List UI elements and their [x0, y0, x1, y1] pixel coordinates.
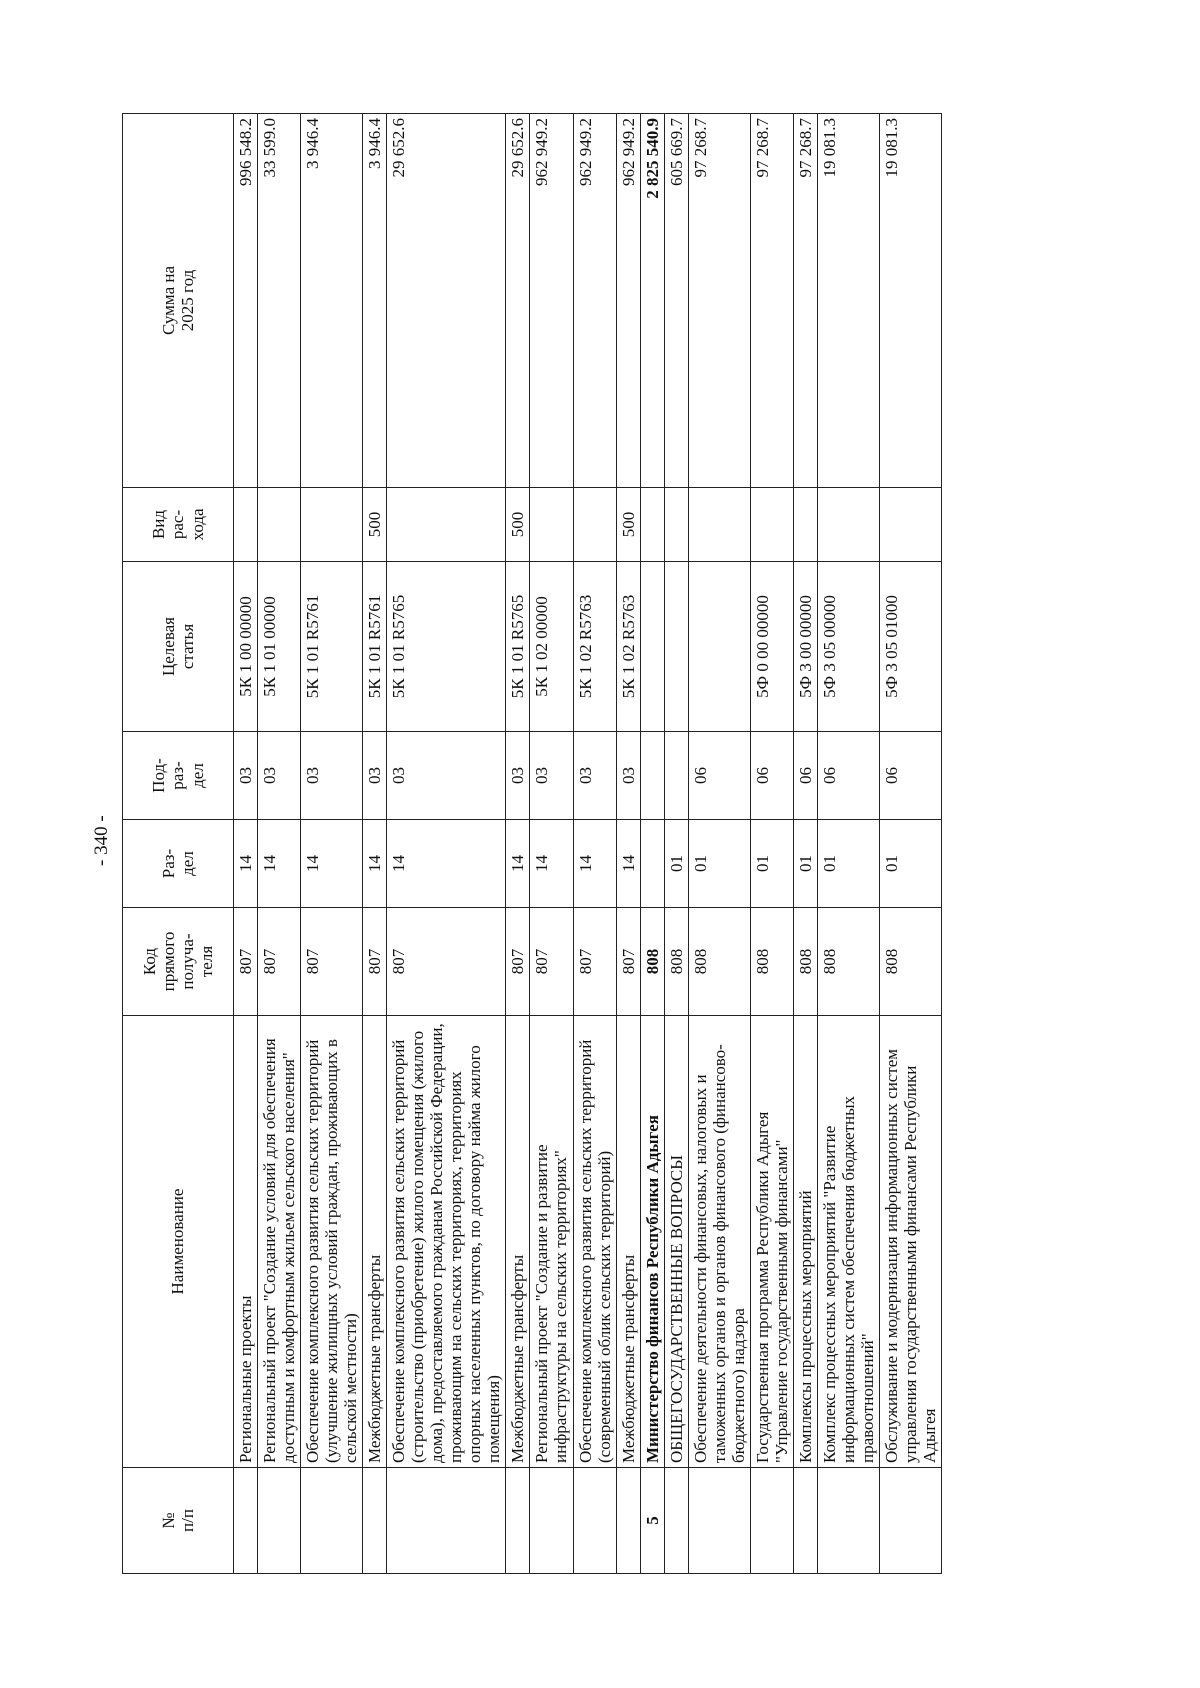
cell-section: 01 [688, 820, 750, 908]
cell-target: 5К 1 02 00000 [530, 562, 573, 732]
cell-target: 5К 1 01 R5765 [506, 562, 530, 732]
cell-no [301, 1468, 363, 1574]
cell-name: Обеспечение деятельности финансовых, налоговых и таможенных органов и органов финансового (финансово-бюджетного) надзора [688, 1016, 750, 1468]
cell-name: Комплексы процессных мероприятий [793, 1016, 817, 1468]
table-row [573, 114, 616, 1574]
cell-no [616, 1468, 640, 1574]
cell-name: Региональный проект "Создание условий для обеспечения доступным и комфортным жильем сельского населения" [258, 1016, 301, 1468]
cell-expense [688, 488, 750, 562]
cell-target: 5К 1 00 00000 [234, 562, 258, 732]
cell-sum: 97 268.7 [750, 114, 793, 488]
cell-section: 01 [817, 820, 879, 908]
header-recipient: Код прямого получа- теля [123, 908, 234, 1016]
cell-recipient: 808 [688, 908, 750, 1016]
header-name: Наименование [123, 1016, 234, 1468]
cell-expense [234, 488, 258, 562]
cell-no [506, 1468, 530, 1574]
cell-no [750, 1468, 793, 1574]
cell-subsection: 06 [688, 732, 750, 820]
cell-sum: 996 548.2 [234, 114, 258, 488]
table-row [640, 114, 664, 1574]
cell-subsection: 03 [387, 732, 506, 820]
cell-no [688, 1468, 750, 1574]
cell-subsection: 03 [234, 732, 258, 820]
table-row [301, 114, 363, 1574]
cell-section: 14 [506, 820, 530, 908]
cell-expense [530, 488, 573, 562]
rotated-page [122, 114, 1200, 1574]
cell-sum: 962 949.2 [573, 114, 616, 488]
cell-sum: 962 949.2 [530, 114, 573, 488]
cell-recipient: 808 [879, 908, 941, 1016]
cell-subsection: 06 [879, 732, 941, 820]
cell-subsection: 03 [363, 732, 387, 820]
cell-expense: 500 [506, 488, 530, 562]
cell-subsection: 03 [573, 732, 616, 820]
cell-section: 01 [879, 820, 941, 908]
cell-expense [640, 488, 664, 562]
cell-section: 14 [530, 820, 573, 908]
cell-sum: 33 599.0 [258, 114, 301, 488]
cell-no [879, 1468, 941, 1574]
cell-recipient: 807 [506, 908, 530, 1016]
table-row [616, 114, 640, 1574]
cell-recipient: 807 [301, 908, 363, 1016]
cell-expense [258, 488, 301, 562]
table-row [817, 114, 879, 1574]
cell-subsection: 06 [793, 732, 817, 820]
cell-section: 14 [573, 820, 616, 908]
cell-sum: 19 081.3 [879, 114, 941, 488]
cell-target: 5Ф 3 00 00000 [793, 562, 817, 732]
cell-name: Государственная программа Республики Адыгея "Управление государственными финансами" [750, 1016, 793, 1468]
cell-name: Межбюджетные трансферты [616, 1016, 640, 1468]
cell-section: 14 [387, 820, 506, 908]
table-row [793, 114, 817, 1574]
cell-target: 5К 1 02 R5763 [616, 562, 640, 732]
cell-subsection: 03 [258, 732, 301, 820]
table-row [258, 114, 301, 1574]
table-row [234, 114, 258, 1574]
cell-section: 14 [301, 820, 363, 908]
header-sum: Сумма на 2025 год [123, 114, 234, 488]
cell-sum: 97 268.7 [688, 114, 750, 488]
cell-no [234, 1468, 258, 1574]
table-row [664, 114, 688, 1574]
cell-sum: 3 946.4 [363, 114, 387, 488]
table-row [506, 114, 530, 1574]
table-header-row [123, 114, 234, 1574]
cell-subsection: 06 [817, 732, 879, 820]
table-row [688, 114, 750, 1574]
cell-sum: 97 268.7 [793, 114, 817, 488]
cell-name: Комплекс процессных мероприятий "Развитие информационных систем обеспечения бюджетных правоотношений" [817, 1016, 879, 1468]
cell-recipient: 808 [750, 908, 793, 1016]
header-no: № п/п [123, 1468, 234, 1574]
cell-sum: 19 081.3 [817, 114, 879, 488]
cell-recipient: 808 [664, 908, 688, 1016]
cell-subsection [664, 732, 688, 820]
cell-name: Обеспечение комплексного развития сельских территорий (строительство (приобретение) жилого помещения (жилого дома), предоставляемого гражданам Российской Федерации, проживающим на сельских территориях, территориях опорных населенных пунктов, по договору найма жилого помещения) [387, 1016, 506, 1468]
cell-target: 5Ф 3 05 00000 [817, 562, 879, 732]
cell-no [793, 1468, 817, 1574]
header-expense: Вид рас- хода [123, 488, 234, 562]
cell-name: Обеспечение комплексного развития сельских территорий (современный облик сельских территорий) [573, 1016, 616, 1468]
table-row [363, 114, 387, 1574]
cell-subsection: 03 [616, 732, 640, 820]
cell-no [664, 1468, 688, 1574]
cell-subsection: 03 [301, 732, 363, 820]
cell-expense [301, 488, 363, 562]
cell-name: Региональные проекты [234, 1016, 258, 1468]
cell-recipient: 808 [817, 908, 879, 1016]
header-section: Раз- дел [123, 820, 234, 908]
cell-name: Межбюджетные трансферты [363, 1016, 387, 1468]
cell-target [688, 562, 750, 732]
cell-name: ОБЩЕГОСУДАРСТВЕННЫЕ ВОПРОСЫ [664, 1016, 688, 1468]
cell-sum: 605 669.7 [664, 114, 688, 488]
cell-name: Межбюджетные трансферты [506, 1016, 530, 1468]
cell-target: 5К 1 01 R5765 [387, 562, 506, 732]
cell-name: Министерство финансов Республики Адыгея [640, 1016, 664, 1468]
cell-recipient: 807 [234, 908, 258, 1016]
page-number: - 340 - [91, 815, 112, 866]
cell-no [387, 1468, 506, 1574]
cell-sum: 29 652.6 [506, 114, 530, 488]
cell-section: 14 [258, 820, 301, 908]
cell-target: 5К 1 01 00000 [258, 562, 301, 732]
cell-target: 5Ф 3 05 01000 [879, 562, 941, 732]
cell-recipient: 807 [258, 908, 301, 1016]
cell-name: Региональный проект "Создание и развитие инфраструктуры на сельских территориях" [530, 1016, 573, 1468]
cell-sum: 962 949.2 [616, 114, 640, 488]
cell-expense [793, 488, 817, 562]
cell-no [817, 1468, 879, 1574]
cell-name: Обеспечение комплексного развития сельских территорий (улучшение жилищных условий граждан, проживающих в сельской местности) [301, 1016, 363, 1468]
cell-section: 01 [793, 820, 817, 908]
cell-subsection: 03 [530, 732, 573, 820]
header-target: Целевая статья [123, 562, 234, 732]
cell-recipient: 808 [793, 908, 817, 1016]
cell-recipient: 807 [387, 908, 506, 1016]
table-row [530, 114, 573, 1574]
cell-expense: 500 [616, 488, 640, 562]
cell-sum: 29 652.6 [387, 114, 506, 488]
cell-section: 14 [363, 820, 387, 908]
cell-no [573, 1468, 616, 1574]
cell-target: 5К 1 01 R5761 [301, 562, 363, 732]
cell-no [363, 1468, 387, 1574]
cell-recipient: 807 [573, 908, 616, 1016]
cell-name: Обслуживание и модернизация информационных систем управления государственными финансами Республики Адыгея [879, 1016, 941, 1468]
cell-recipient: 808 [640, 908, 664, 1016]
cell-target: 5К 1 02 R5763 [573, 562, 616, 732]
cell-section: 01 [750, 820, 793, 908]
cell-no [530, 1468, 573, 1574]
cell-expense [879, 488, 941, 562]
cell-expense [817, 488, 879, 562]
cell-section: 14 [234, 820, 258, 908]
cell-expense [573, 488, 616, 562]
cell-target: 5Ф 0 00 00000 [750, 562, 793, 732]
cell-section: 14 [616, 820, 640, 908]
cell-expense [387, 488, 506, 562]
cell-section [640, 820, 664, 908]
cell-target: 5К 1 01 R5761 [363, 562, 387, 732]
cell-sum: 2 825 540.9 [640, 114, 664, 488]
header-subsection: Под- раз- дел [123, 732, 234, 820]
cell-recipient: 807 [530, 908, 573, 1016]
cell-no: 5 [640, 1468, 664, 1574]
cell-subsection [640, 732, 664, 820]
cell-subsection: 06 [750, 732, 793, 820]
cell-section: 01 [664, 820, 688, 908]
cell-sum: 3 946.4 [301, 114, 363, 488]
table-row [750, 114, 793, 1574]
cell-recipient: 807 [616, 908, 640, 1016]
cell-expense [664, 488, 688, 562]
cell-no [258, 1468, 301, 1574]
cell-target [640, 562, 664, 732]
budget-table [122, 113, 942, 1574]
cell-expense: 500 [363, 488, 387, 562]
table-row [879, 114, 941, 1574]
cell-subsection: 03 [506, 732, 530, 820]
cell-target [664, 562, 688, 732]
table-row [387, 114, 506, 1574]
cell-expense [750, 488, 793, 562]
cell-recipient: 807 [363, 908, 387, 1016]
